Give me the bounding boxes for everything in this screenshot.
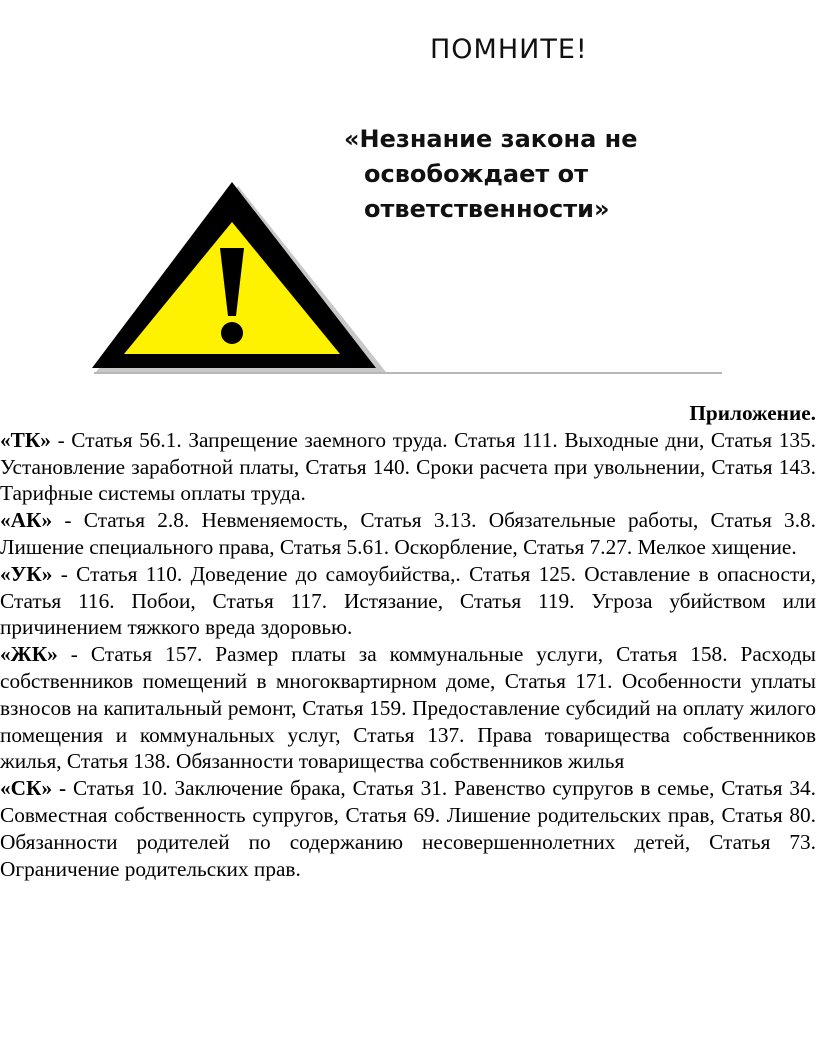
appendix-title: Приложение.: [689, 401, 816, 425]
appendix-item-ak: [0, 507, 816, 561]
warning-quote: [344, 122, 784, 227]
exclamation-dot: [221, 322, 243, 344]
quote-line-2: освобождает от: [364, 160, 589, 188]
appendix-item-tk: [0, 427, 816, 507]
item-text: - Статья 110. Доведение до самоубийства,. Статья 125. Оставление в опасности, Статья 116. Побои, Статья 117. Истязание, Статья 119. Угроза убийством или причинением тяжкого вреда здоровью.: [0, 561, 816, 640]
item-text: Статья 10. Заключение брака, Статья 31. Равенство супругов в семье, Статья 34. Совместная собственность супругов, Статья 69. Лишение родительских прав, Статья 80. Обязанности родителей по содержанию несовершеннолетних детей, Статья 73. Ограничение родительских прав.: [0, 776, 816, 881]
appendix-item-zhk: [0, 641, 816, 775]
appendix-item-sk: [0, 775, 816, 882]
code-label: «ЖК»: [0, 642, 58, 667]
code-label: «УК»: [0, 561, 53, 586]
code-label: «СК» -: [0, 776, 67, 801]
item-text: - Статья 2.8. Невменяемость, Статья 3.13. Обязательные работы, Статья 3.8. Лишение специального права, Статья 5.61. Оскорбление, Статья 7.27. Мелкое хищение.: [0, 508, 816, 559]
quote-line-1: «Незнание закона не: [344, 125, 638, 153]
item-text: - Статья 56.1. Запрещение заемного труда. Статья 111. Выходные дни, Статья 135. Установление заработной платы, Статья 140. Сроки расчета при увольнении, Статья 143. Тарифные системы оплаты труда.: [0, 427, 816, 506]
quote-line-3: ответственности»: [364, 195, 610, 223]
code-label: «АК»: [0, 508, 53, 533]
poster-title: ПОМНИТЕ!: [430, 34, 588, 65]
code-label: «ТК»: [0, 427, 51, 452]
item-text: - Статья 157. Размер платы за коммунальные услуги, Статья 158. Расходы собственников помещений в многоквартирном доме, Статья 171. Особенности уплаты взносов на капитальный ремонт, Статья 159. Предоставление субсидий на оплату жилого помещения и коммунальных услуг, Статья 137. Права товарищества собственников жилья, Статья 138. Обязанности товарищества собственников жилья: [0, 642, 816, 774]
warning-triangle-icon: [90, 180, 390, 375]
appendix-item-uk: [0, 561, 816, 641]
appendix: [0, 400, 816, 882]
divider-line: [94, 372, 722, 374]
